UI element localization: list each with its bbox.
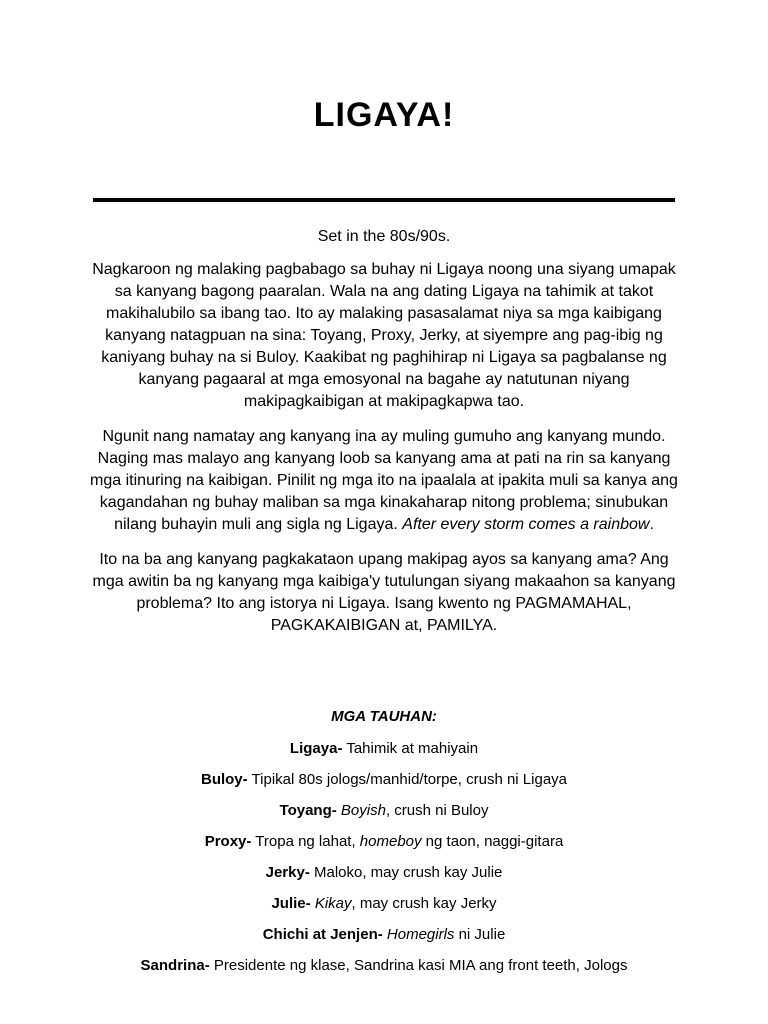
- cast-item-jerky: Jerky- Maloko, may crush kay Julie: [265, 864, 503, 881]
- cast-list: [0, 738, 768, 986]
- character-name: Toyang-: [279, 802, 337, 819]
- character-name: Chichi at Jenjen-: [262, 926, 383, 943]
- cast-item-toyang: Toyang- Boyish, crush ni Buloy: [279, 802, 489, 819]
- tagline: After every storm comes a rainbow: [402, 516, 650, 533]
- character-name: Buloy-: [200, 771, 248, 788]
- synopsis-paragraph-3: Ito na ba ang kanyang pagkakataon upang makipag ayos sa kanyang ama? Ang mga awitin ba ng kanyang mga kaibiga'y tutulungan siyang makaahon sa kanyang problema? Ito ang istorya ni Ligaya. Isang kwento ng PAGMAMAHAL, PAGKAKAIBIGAN at, PAMILYA.: [92, 551, 676, 634]
- character-name: Jerky-: [265, 864, 310, 881]
- cast-heading: MGA TAUHAN:: [331, 708, 437, 725]
- setting-line: Set in the 80s/90s.: [317, 228, 451, 245]
- character-name: Proxy-: [204, 833, 252, 850]
- title-divider: [93, 198, 675, 202]
- cast-item-sandrina: Sandrina- Presidente ng klase, Sandrina kasi MIA ang front teeth, Jologs: [140, 957, 628, 974]
- cast-item-chichi-jenjen: Chichi at Jenjen- Homegirls ni Julie: [262, 926, 506, 943]
- character-name: Sandrina-: [140, 957, 210, 974]
- character-name: Julie-: [271, 895, 311, 912]
- synopsis-paragraph-1: Nagkaroon ng malaking pagbabago sa buhay ni Ligaya noong una siyang umapak sa kanyang bagong paaralan. Wala na ang dating Ligaya na tahimik at takot makihalubilo sa ibang tao. Ito ay malaking pasasalamat niya sa mga kaibigang kanyang natagpuan na sina: Toyang, Proxy, Jerky, at siyempre ang pag-ibig ng kaniyang buhay na si Buloy. Kaakibat ng paghihirap ni Ligaya sa pagbalanse ng kanyang pagaaral at mga emosyonal na bagahe ay natutunan niyang makipagkaibigan at makipagkapwa tao.: [92, 261, 676, 410]
- cast-item-buloy: Buloy- Tipikal 80s jologs/manhid/torpe, crush ni Ligaya: [200, 771, 567, 788]
- character-name: Ligaya-: [289, 740, 343, 757]
- cast-item-julie: Julie- Kikay, may crush kay Jerky: [271, 895, 497, 912]
- document-title: LIGAYA!: [313, 96, 455, 134]
- cast-item-ligaya: Ligaya- Tahimik at mahiyain: [289, 740, 479, 757]
- synopsis: [82, 259, 686, 650]
- cast-item-proxy: Proxy- Tropa ng lahat, homeboy ng taon, naggi-gitara: [204, 833, 564, 850]
- synopsis-paragraph-2: Ngunit nang namatay ang kanyang ina ay muling gumuho ang kanyang mundo. Naging mas malayo ang kanyang loob sa kanyang ama at pati na rin sa kanyang mga itinuring na kaibigan. Pinilit ng mga ito na ipaalala at ipakita muli sa kanya ang kagandahan ng buhay maliban sa mga kinakaharap nitong problema; sinubukan nilang buhayin muli ang sigla ng Ligaya. After every storm comes a rainbow.: [90, 428, 678, 533]
